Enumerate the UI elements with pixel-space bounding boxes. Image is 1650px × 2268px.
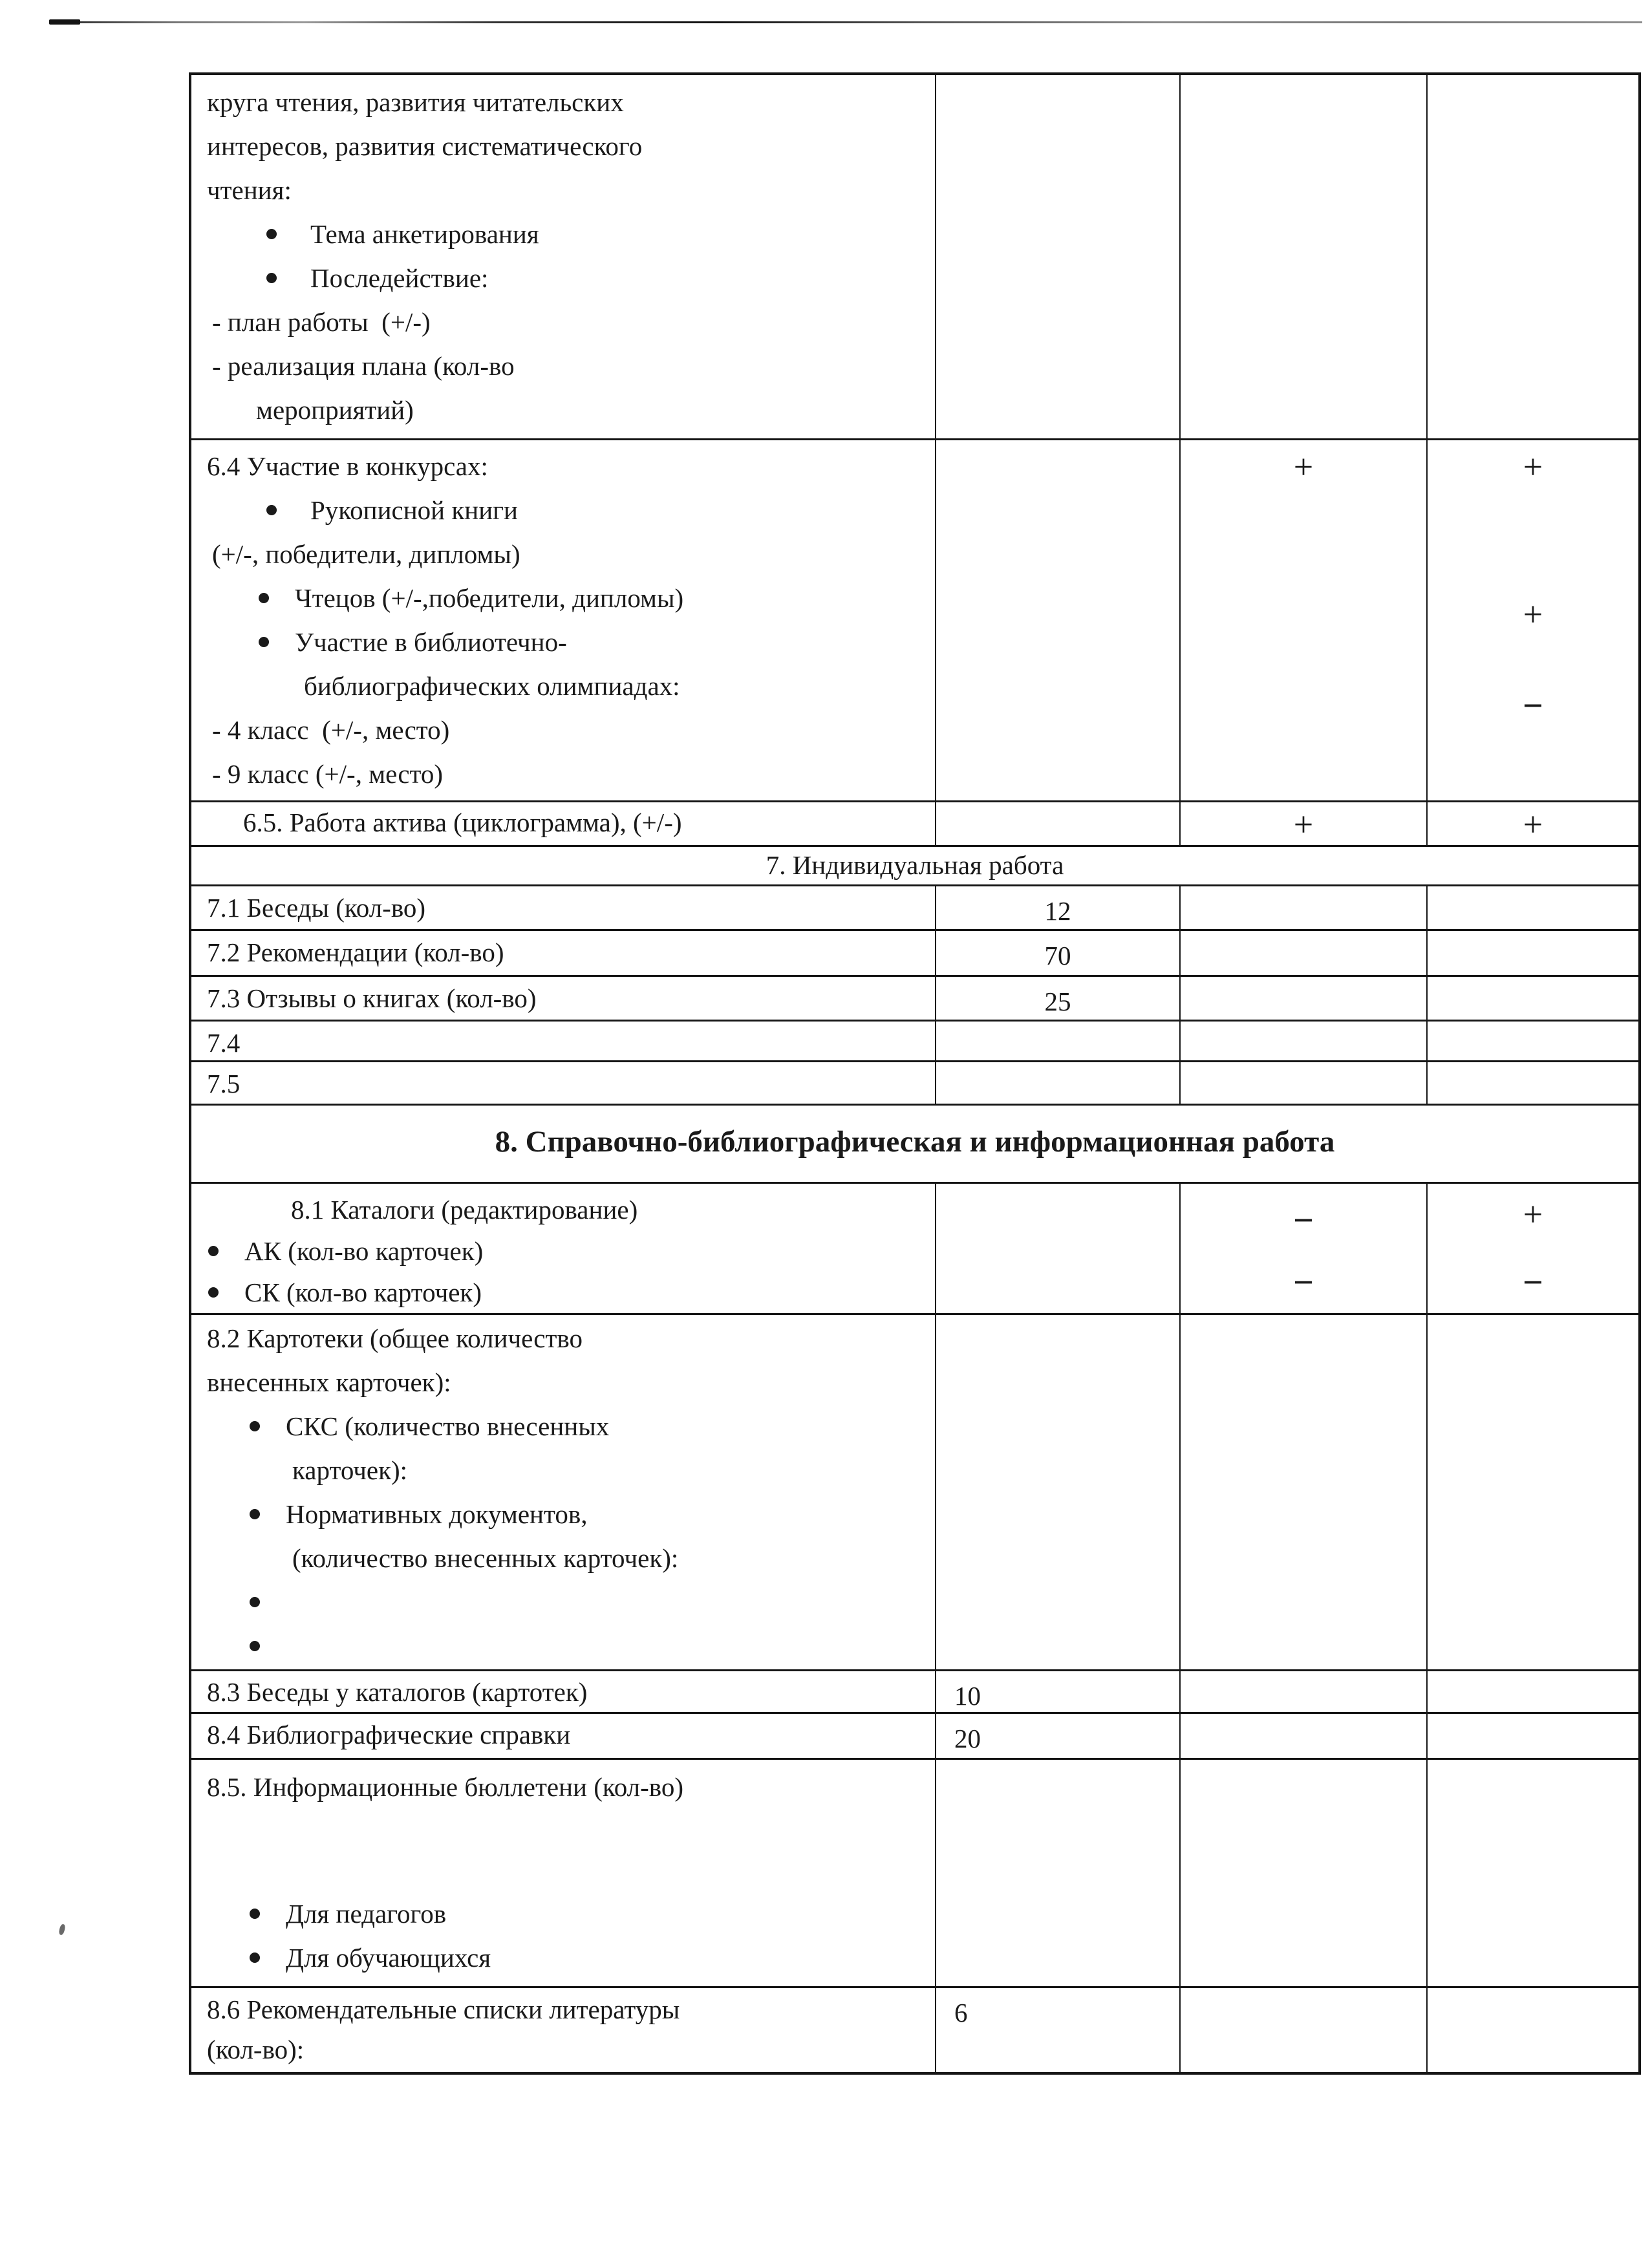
- cell-7-3-text: [191, 977, 936, 1020]
- bullet-text-continuation: библиографических олимпиадах:: [304, 671, 680, 701]
- text-line: чтения:: [207, 175, 292, 205]
- table-row-8-6: [191, 1988, 1638, 2072]
- bullet-dot: [208, 1246, 219, 1256]
- table-row-7-1: [191, 886, 1638, 931]
- cell-empty: [1181, 75, 1428, 438]
- cell-empty: [1428, 75, 1638, 438]
- cell-8-5-text: [191, 1760, 936, 1986]
- bullet-dot: [208, 1287, 219, 1298]
- bullet-text: Для педагогов: [286, 1899, 447, 1929]
- cell-empty: [1181, 886, 1428, 929]
- bullet-text: АК (кол-во карточек): [244, 1236, 484, 1266]
- empty-bullet-line: [250, 1624, 926, 1668]
- cell-empty: [1181, 931, 1428, 975]
- cell-empty: [1181, 977, 1428, 1020]
- minus-mark: −: [1523, 1263, 1543, 1303]
- bullet-text: Тема анкетирования: [310, 219, 539, 249]
- cell-empty: [1181, 1714, 1428, 1758]
- cell-7-3-value: 25: [936, 977, 1181, 1020]
- table-row-8-2: [191, 1315, 1638, 1671]
- cell-6-4-mark-col4: [1428, 440, 1638, 800]
- bullet-line: [259, 620, 926, 664]
- cell-7-2-value: 70: [936, 931, 1181, 975]
- plus-mark: +: [1523, 447, 1543, 486]
- row-title: 7.4: [207, 1028, 241, 1058]
- row-title: 8.5. Информационные бюллетени (кол-во): [207, 1772, 683, 1802]
- bullet-dot: [259, 593, 269, 603]
- cell-empty: [1181, 1988, 1428, 2072]
- table-row-7-2: [191, 931, 1638, 977]
- cell-empty: [936, 1315, 1181, 1669]
- text-line: круга чтения, развития читательских: [207, 87, 624, 117]
- bullet-line: [266, 488, 926, 532]
- cell-empty: [936, 802, 1181, 845]
- dash-line: - план работы (+/-): [212, 307, 431, 337]
- dash-line: - 9 класс (+/-, место): [212, 759, 444, 789]
- bullet-text-continuation: карточек):: [292, 1455, 408, 1485]
- table-row-6-4: [191, 440, 1638, 802]
- section-8-title: 8. Справочно-библиографическая и информационная работа: [495, 1125, 1335, 1159]
- cell-empty: [936, 1062, 1181, 1104]
- bullet-dot: [266, 505, 277, 515]
- row-title-continuation: (кол-во):: [207, 2035, 305, 2064]
- section-7-header-row: [191, 847, 1638, 886]
- scan-edge-artifact-line: [49, 21, 1642, 23]
- cell-7-2-text: [191, 931, 936, 975]
- table-row-7-5: [191, 1062, 1638, 1106]
- table-row-7-3: [191, 977, 1638, 1022]
- scan-speck: [58, 1923, 66, 1935]
- plus-mark: +: [1293, 447, 1314, 486]
- dash-line-continuation: мероприятий): [256, 395, 414, 425]
- cell-empty: [1428, 1062, 1638, 1104]
- bullet-line: [250, 1936, 926, 1980]
- row-title: 7.1 Беседы (кол-во): [207, 893, 426, 923]
- bullet-line: [250, 1892, 926, 1936]
- cell-8-1-mark-col4: [1428, 1184, 1638, 1313]
- dash-line: - реализация плана (кол-во: [212, 351, 515, 381]
- cell-6-5-text: [191, 802, 936, 845]
- plus-mark: +: [1523, 1195, 1543, 1234]
- cell-6-5-mark-col3: +: [1181, 802, 1428, 845]
- bullet-line: [208, 1272, 926, 1313]
- cell-empty: [1181, 1671, 1428, 1712]
- cell-empty: [1428, 1988, 1638, 2072]
- dash-line: - 4 класс (+/-, место): [212, 715, 450, 745]
- cell-6-4-mark-col3: [1181, 440, 1428, 800]
- row-title: 7.3 Отзывы о книгах (кол-во): [207, 983, 537, 1013]
- row-title-continuation: внесенных карточек):: [207, 1367, 451, 1397]
- bullet-line: [266, 212, 926, 256]
- bullet-text: Рукописной книги: [310, 495, 518, 525]
- row-title: 7.2 Рекомендации (кол-во): [207, 937, 504, 967]
- bullet-text: Участие в библиотечно-: [295, 627, 567, 657]
- cell-empty: [1181, 1315, 1428, 1669]
- bullet-dot: [250, 1509, 260, 1519]
- cell-empty: [1428, 1714, 1638, 1758]
- cell-8-2-text: [191, 1315, 936, 1669]
- section-8-header-row: [191, 1106, 1638, 1184]
- row-title: 8.4 Библиографические справки: [207, 1720, 571, 1749]
- bullet-dot: [250, 1909, 260, 1919]
- cell-empty: [1428, 1022, 1638, 1060]
- bullet-dot: [250, 1597, 260, 1607]
- minus-mark: −: [1293, 1263, 1314, 1303]
- row-title: 7.5: [207, 1069, 241, 1098]
- bullet-line: [250, 1492, 926, 1536]
- bullet-line: [250, 1404, 926, 1448]
- section-7-title: 7. Индивидуальная работа: [766, 850, 1064, 880]
- cell-7-4-text: [191, 1022, 936, 1060]
- row-title: 6.5. Работа актива (циклограмма), (+/-): [243, 808, 682, 837]
- bullet-line: [259, 576, 926, 620]
- cell-8-4-value: 20: [936, 1714, 1181, 1758]
- bullet-text-continuation: (количество внесенных карточек):: [292, 1543, 679, 1573]
- bullet-line: [266, 256, 926, 300]
- cell-continuation-text: [191, 75, 936, 438]
- cell-8-6-text: [191, 1988, 936, 2072]
- cell-empty: [936, 75, 1181, 438]
- table-row-8-4: [191, 1714, 1638, 1760]
- cell-empty: [1181, 1760, 1428, 1986]
- row-title: 6.4 Участие в конкурсах:: [207, 451, 488, 481]
- table-row-6-5: [191, 802, 1638, 847]
- cell-empty: [1428, 977, 1638, 1020]
- minus-mark: −: [1523, 686, 1543, 726]
- cell-6-4-text: [191, 440, 936, 800]
- cell-empty: [1428, 1671, 1638, 1712]
- cell-8-1-mark-col3: [1181, 1184, 1428, 1313]
- library-report-table: [189, 72, 1641, 2075]
- cell-empty: [1181, 1022, 1428, 1060]
- bullet-dot: [266, 229, 277, 239]
- bullet-text: Для обучающихся: [286, 1943, 491, 1973]
- scan-artifact-blob: [49, 19, 80, 25]
- cell-empty: [1428, 931, 1638, 975]
- cell-8-4-text: [191, 1714, 936, 1758]
- cell-8-3-value: 10: [936, 1671, 1181, 1712]
- cell-empty: [1181, 1062, 1428, 1104]
- row-title: 8.1 Каталоги (редактирование): [291, 1195, 638, 1225]
- table-row-continuation: [191, 75, 1638, 440]
- cell-empty: [936, 1760, 1181, 1986]
- minus-mark: −: [1293, 1201, 1314, 1241]
- cell-empty: [936, 1184, 1181, 1313]
- bullet-text: Чтецов (+/-,победители, дипломы): [295, 583, 684, 613]
- cell-empty: [1428, 886, 1638, 929]
- cell-8-1-text: [191, 1184, 936, 1313]
- cell-6-5-mark-col4: +: [1523, 805, 1543, 844]
- row-title: 8.2 Картотеки (общее количество: [207, 1323, 583, 1353]
- cell-empty: [1428, 1760, 1638, 1986]
- cell-empty: [936, 440, 1181, 800]
- bullet-dot: [250, 1421, 260, 1431]
- bullet-dot: [266, 273, 277, 283]
- empty-bullet-line: [250, 1580, 926, 1624]
- table-row-8-3: [191, 1671, 1638, 1714]
- note-line: (+/-, победители, дипломы): [212, 539, 520, 569]
- table-row-7-4: [191, 1022, 1638, 1062]
- bullet-dot: [259, 637, 269, 647]
- cell-7-1-text: [191, 886, 936, 929]
- bullet-dot: [250, 1641, 260, 1651]
- plus-mark: +: [1523, 595, 1543, 634]
- row-title: 8.6 Рекомендательные списки литературы: [207, 1995, 680, 2024]
- bullet-dot: [250, 1952, 260, 1963]
- cell-empty: [1428, 1315, 1638, 1669]
- bullet-text: Нормативных документов,: [286, 1499, 588, 1529]
- row-title: 8.3 Беседы у каталогов (картотек): [207, 1677, 588, 1707]
- cell-8-6-value: 6: [936, 1988, 1181, 2072]
- cell-empty: [936, 1022, 1181, 1060]
- bullet-text: СК (кол-во карточек): [244, 1278, 482, 1307]
- table-row-8-1: [191, 1184, 1638, 1315]
- cell-7-1-value: 12: [936, 886, 1181, 929]
- bullet-line: [208, 1230, 926, 1272]
- bullet-text: СКС (количество внесенных: [286, 1411, 610, 1441]
- table-row-8-5: [191, 1760, 1638, 1988]
- cell-7-5-text: [191, 1062, 936, 1104]
- text-line: интересов, развития систематического: [207, 131, 643, 161]
- bullet-text: Последействие:: [310, 263, 489, 293]
- cell-8-3-text: [191, 1671, 936, 1712]
